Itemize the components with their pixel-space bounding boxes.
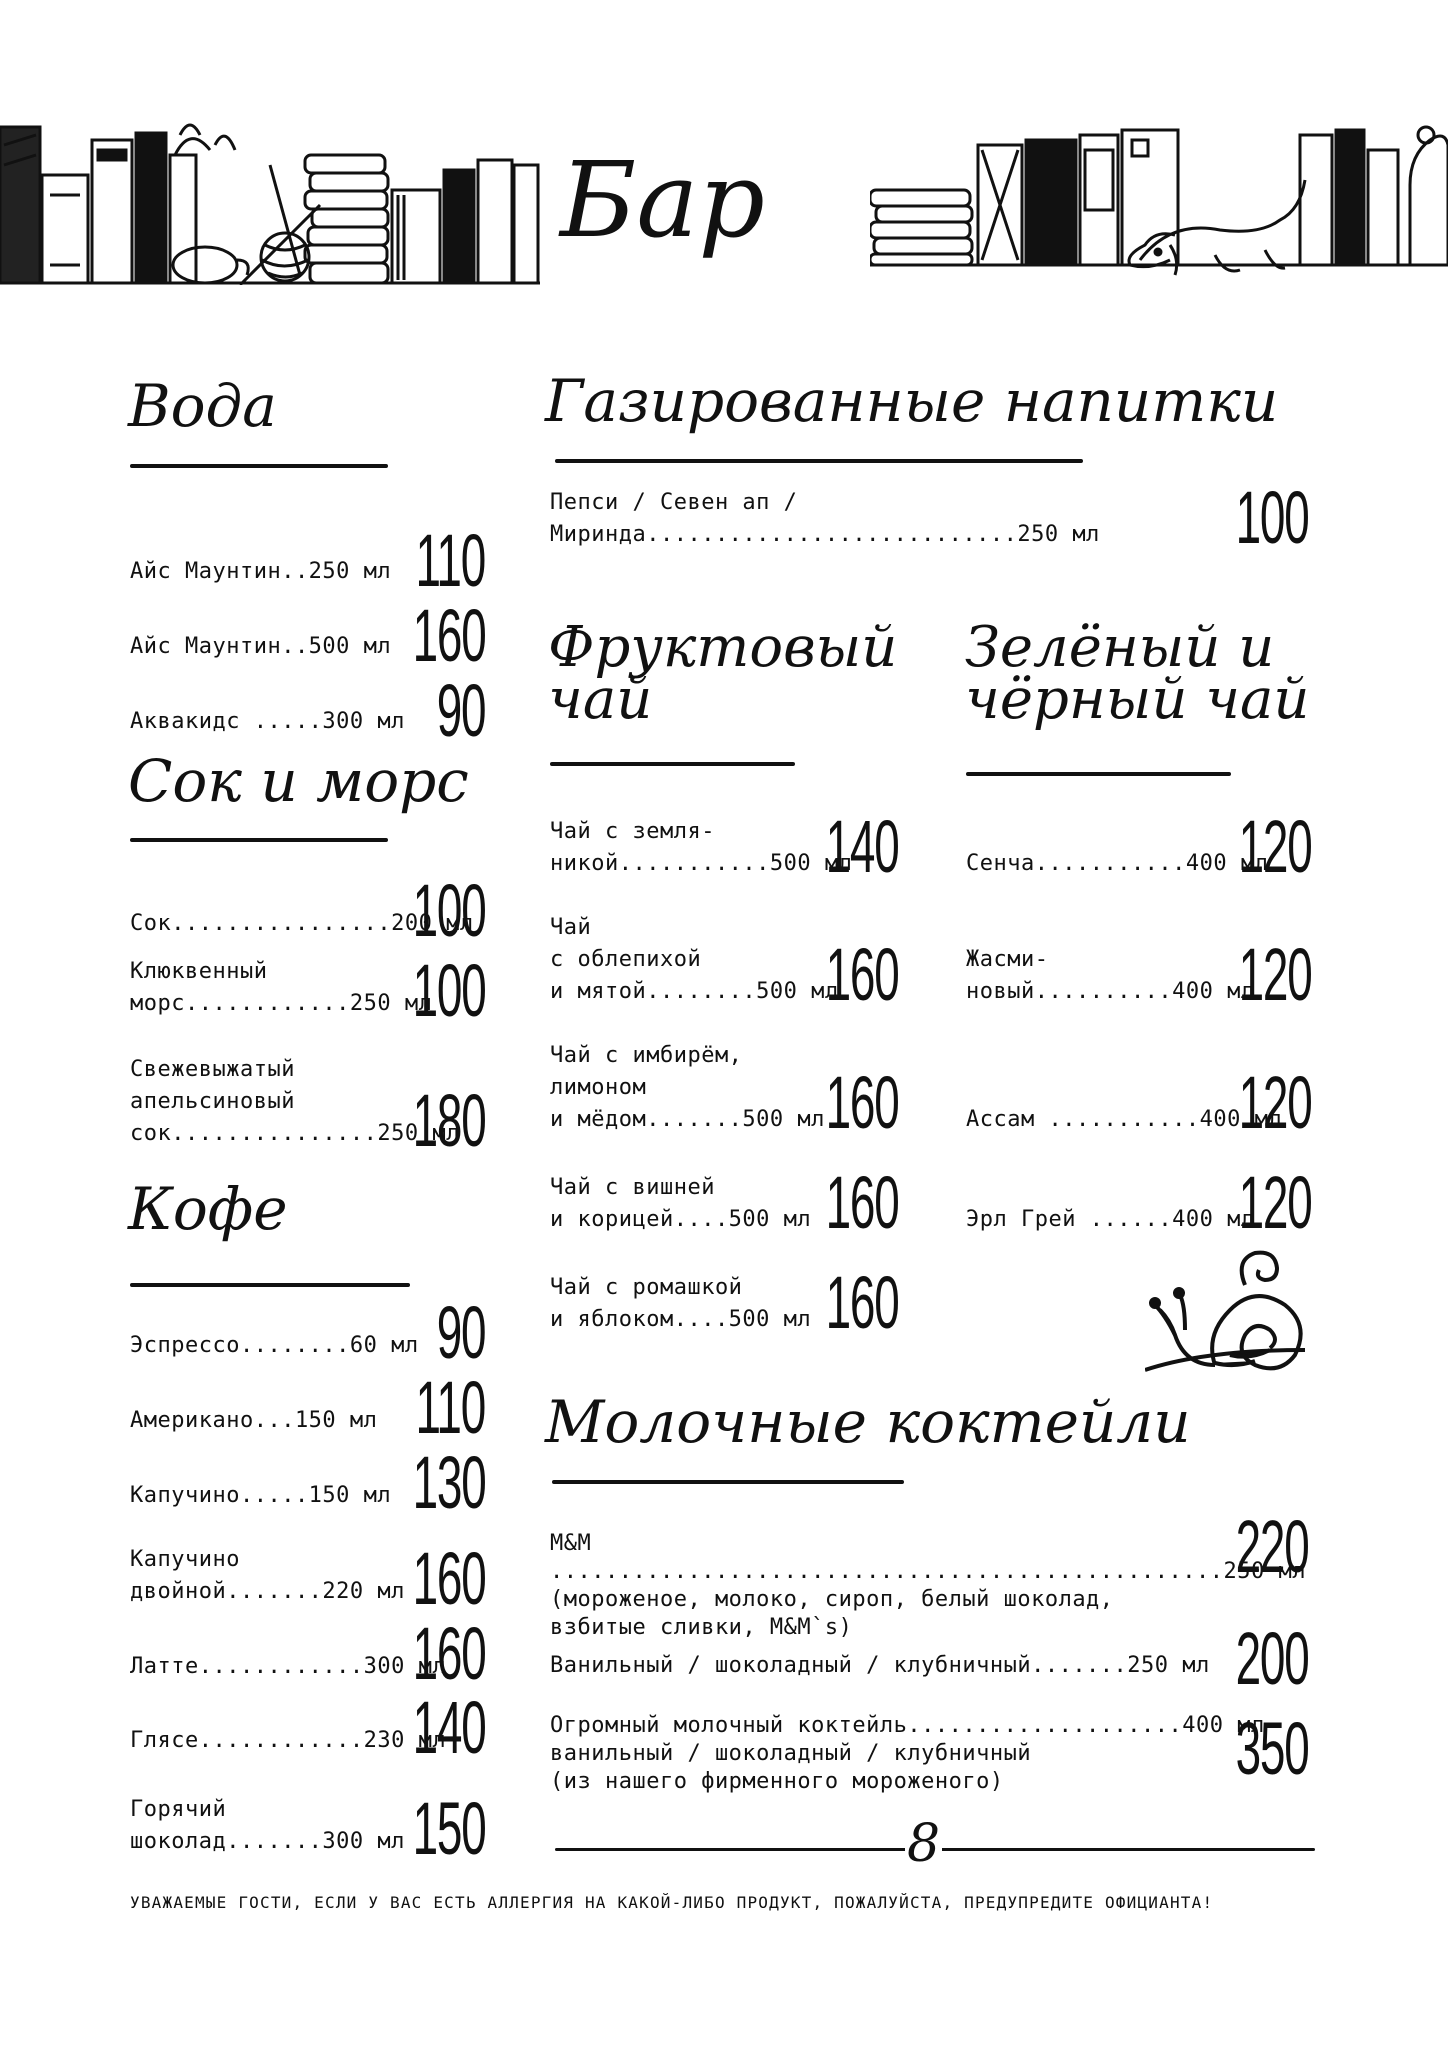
menu-item [966,908,1311,1016]
item-description: Чай с земля- никой...........500 мл [550,819,853,876]
item-description: Латте............300 мл [130,1654,447,1679]
item-price: 160 [412,1612,485,1695]
item-description: Айс Маунтин..500 мл [130,634,392,659]
item-price: 110 [415,1366,485,1449]
section-heading-juice: Сок и морс [128,747,469,815]
item-description: Клюквенный морс............250 мл [130,959,433,1016]
section-divider [550,762,795,766]
item-description: Чай с облепихой и мятой........500 мл [550,915,839,1004]
item-price: 130 [412,1441,485,1524]
item-description: Горячий шоколад.......300 мл [130,1797,405,1854]
section-divider [130,464,388,468]
item-description: Капучино двойной.......220 мл [130,1547,405,1604]
bookshelf-left-illustration [0,115,540,285]
menu-item [130,1758,485,1870]
item-description: Американо...150 мл [130,1408,378,1433]
item-description: Ванильный / шоколадный / клубничный.......250 мл [550,1653,1210,1678]
item-price: 220 [1235,1505,1308,1588]
item-description: Чай с ромашкой и яблоком....500 мл [550,1275,812,1332]
section-heading-tea: Зелёный и чёрный чай [965,615,1310,732]
item-price: 160 [412,594,485,677]
item-price: 90 [436,1291,485,1374]
item-price: 100 [412,869,485,952]
section-divider [966,772,1231,776]
menu-item [550,1470,1308,1640]
menu-item [130,1657,485,1769]
item-description: Глясе............230 мл [130,1728,447,1753]
section-heading-milkshakes: Молочные коктейли [545,1388,1191,1456]
item-price: 350 [1235,1707,1308,1790]
item-description: Айс Маунтин..250 мл [130,559,392,584]
menu-item [966,1136,1311,1244]
menu-item [130,920,485,1032]
item-description: Ассам ...........400 мл [966,1107,1283,1132]
item-price: 160 [825,1161,898,1244]
item-price: 150 [412,1787,485,1870]
menu-item [550,780,898,888]
item-price: 140 [825,805,898,888]
item-description: Сок................200 мл [130,911,474,936]
item-price: 120 [1238,1061,1311,1144]
item-price: 120 [1238,1161,1311,1244]
item-description: Чай с имбирём, лимоном и мёдом.......500 мл [550,1043,825,1132]
menu-item [130,1030,485,1162]
menu-item [550,1700,1308,1810]
item-price: 120 [1238,805,1311,888]
item-price: 160 [825,1061,898,1144]
menu-item [550,1236,898,1344]
item-price: 200 [1235,1617,1308,1700]
item-price: 110 [415,519,485,602]
item-description: Пепси / Севен ап / Миринда...........................250 мл [550,490,1100,547]
bookshelf-right-illustration [870,110,1448,300]
item-price: 120 [1238,933,1311,1016]
dachshund-illustration [1129,180,1305,275]
item-description: Чай с вишней и корицей....500 мл [550,1175,812,1232]
item-description: Эспрессо........60 мл [130,1333,419,1358]
item-price: 100 [1235,476,1308,559]
item-price: 140 [412,1686,485,1769]
menu-item [550,1136,898,1244]
section-heading-coffee: Кофе [128,1175,288,1243]
section-heading-fruit-tea: Фруктовый чай [548,615,898,732]
item-description: Свежевыжатый апельсиновый сок...............250 мл [130,1057,460,1146]
item-price: 160 [825,933,898,1016]
menu-item [550,1008,898,1144]
menu-item [966,1036,1311,1144]
item-description: M&M .................................................250 мл (мороженое, молоко, сироп, белый шоколад, взбитые сливки, M&M`s) [550,1531,1306,1640]
item-price: 160 [412,1537,485,1620]
page-number: 8 [907,1814,941,1874]
item-description: Аквакидс .....300 мл [130,709,405,734]
menu-item [130,1412,485,1524]
item-description: Огромный молочный коктейль....................400 мл ванильный / шоколадный / клубничный (из нашего фирменного мороженого) [550,1713,1265,1794]
menu-item [550,880,898,1016]
item-price: 180 [412,1079,485,1162]
snail-illustration [1145,1245,1315,1380]
allergy-notice: УВАЖАЕМЫЕ ГОСТИ, ЕСЛИ У ВАС ЕСТЬ АЛЛЕРГИЯ НА КАКОЙ-ЛИБО ПРОДУКТ, ПОЖАЛУЙСТА, ПРЕДУПРЕДИТЕ ОФИЦИАНТА! [130,1893,1214,1912]
section-heading-water: Вода [128,372,277,440]
menu-item [966,780,1311,888]
item-description: Эрл Грей ......400 мл [966,1207,1255,1232]
item-description: Сенча...........400 мл [966,851,1269,876]
item-description: Капучино.....150 мл [130,1483,392,1508]
menu-item [550,1617,1308,1700]
menu-item [550,458,1308,558]
item-description: Жасми- новый..........400 мл [966,947,1255,1004]
section-heading-soda: Газированные напитки [545,367,1279,435]
item-price: 160 [825,1261,898,1344]
page-title: Бар [560,139,766,261]
item-price: 100 [412,949,485,1032]
item-price: 90 [436,669,485,752]
